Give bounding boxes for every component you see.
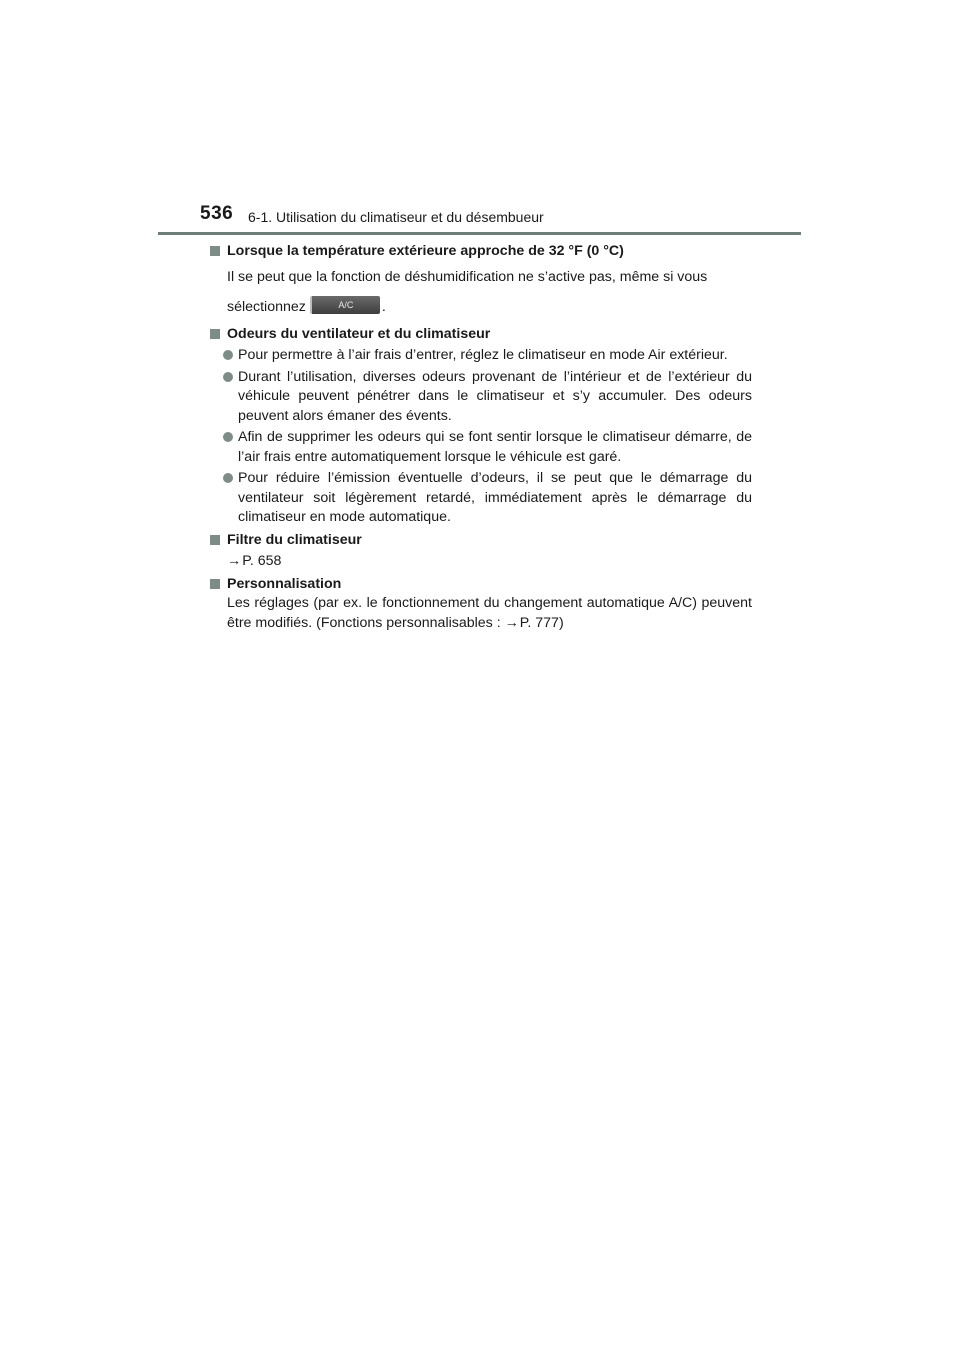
list-item — [210, 346, 752, 366]
square-bullet-icon — [210, 579, 220, 589]
paragraph-end: ) — [558, 614, 564, 631]
paragraph-end: . — [381, 298, 386, 315]
page-reference-link[interactable]: P. 658 — [242, 553, 282, 569]
list-item-text: Afin de supprimer les odeurs qui se font sentir lorsque le climatiseur démarre, de l’air frais entre automatiquement lorsque le véhicule est garé. — [238, 429, 752, 465]
section-heading — [210, 531, 752, 551]
list-item — [210, 428, 752, 467]
section-outside-temperature — [210, 242, 752, 322]
header-divider — [158, 232, 801, 235]
arrow-right-icon: → — [227, 553, 242, 569]
page-header — [0, 0, 960, 240]
ac-button-icon: A/C — [310, 296, 380, 314]
page-number: 536 — [200, 203, 234, 224]
list-item — [210, 469, 752, 528]
list-item — [210, 368, 752, 427]
section-body — [210, 262, 752, 322]
section-heading — [210, 575, 752, 595]
section-body — [210, 594, 752, 633]
list-item-text: Durant l’utilisation, diverses odeurs provenant de l’intérieur et de l’extérieur du véhicule peuvent pénétrer dans le climatiseur et s’y accumuler. Des odeurs peuvent alors émaner des évents. — [238, 368, 752, 424]
paragraph-text: Il se peut que la fonction de déshumidification ne s’active pas, même si vous sélectionnez — [227, 268, 708, 315]
circle-bullet-icon — [223, 372, 233, 382]
page-reference — [210, 552, 752, 572]
circle-bullet-icon — [223, 350, 233, 360]
section-heading-text: Odeurs du ventilateur et du climatiseur — [227, 325, 491, 342]
circle-bullet-icon — [223, 473, 233, 483]
section-heading — [210, 325, 752, 345]
square-bullet-icon — [210, 535, 220, 545]
square-bullet-icon — [210, 246, 220, 256]
section-heading-text: Filtre du climatiseur — [227, 531, 362, 548]
list-item-text: Pour permettre à l’air frais d’entrer, réglez le climatiseur en mode Air extérieur. — [238, 347, 728, 363]
square-bullet-icon — [210, 329, 220, 339]
section-customization — [210, 575, 752, 634]
section-heading-text: Lorsque la température extérieure approche de 32 °F (0 °C) — [227, 243, 624, 259]
section-heading — [210, 242, 752, 262]
paragraph-text: Les réglages (par ex. le fonctionnement du changement automatique A/C) peuvent être modifiés. (Fonctions personnalisables : — [227, 595, 752, 631]
page-reference-link[interactable]: P. 777 — [519, 614, 559, 631]
chapter-title: 6-1. Utilisation du climatiseur et du désembueur — [248, 209, 544, 225]
section-odors — [210, 325, 752, 528]
circle-bullet-icon — [223, 432, 233, 442]
page-content — [210, 242, 752, 636]
section-heading-text: Personnalisation — [227, 575, 342, 592]
section-ac-filter — [210, 531, 752, 572]
list-item-text: Pour réduire l’émission éventuelle d’odeurs, il se peut que le démarrage du ventilateur soit légèrement retardé, immédiatement après le démarrage du climatiseur en mode automatique. — [238, 470, 752, 525]
arrow-right-icon: → — [504, 614, 519, 631]
